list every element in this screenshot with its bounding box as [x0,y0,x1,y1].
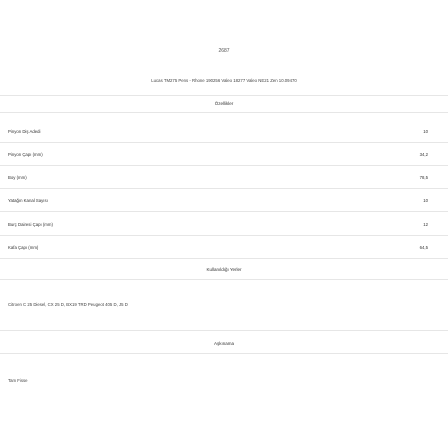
row-label: Kafa Çapı (mm) [8,245,39,250]
row-label: Burç Dairesi Çapı (mm) [8,222,53,227]
divider [0,235,448,236]
row-label: Pinyon Çapı (mm) [8,152,43,157]
divider [0,142,448,143]
row-label: Pinyon Diş Adedi [8,129,41,134]
row-value: 10 [423,129,428,134]
divider [0,95,448,96]
divider [0,165,448,166]
row-value: 10 [423,198,428,203]
divider [0,112,448,113]
divider [0,330,448,331]
row-value: 78,5 [419,175,428,180]
divider [0,279,448,280]
equivalents-heading: Aşkınama [213,341,234,346]
row-value: 64,5 [419,245,428,250]
row-value: 34,2 [419,152,428,157]
compatible-vehicles: Citroen C 25 Diesel, CX 25 D, BX19 TRD Peugeot 405 D, J5 D [8,302,128,307]
divider [0,258,448,259]
divider [0,353,448,354]
row-label: Boy (mm) [8,175,27,180]
features-heading: Özellikler [214,101,234,106]
row-value: 12 [423,222,428,227]
divider [0,188,448,189]
fitment-label: Tam Fisse [8,378,28,383]
divider [0,211,448,212]
compatible-heading: Kullanıldığı Yerler [206,267,242,272]
row-label: Yatağın Kanal Sayısı [8,198,48,203]
product-code: 2687 [218,48,230,54]
product-description: Lucas TM275 Pens - Rhone 190256 Valeo 18277 Valeo NE21 Zen 10.09470 [151,78,297,83]
